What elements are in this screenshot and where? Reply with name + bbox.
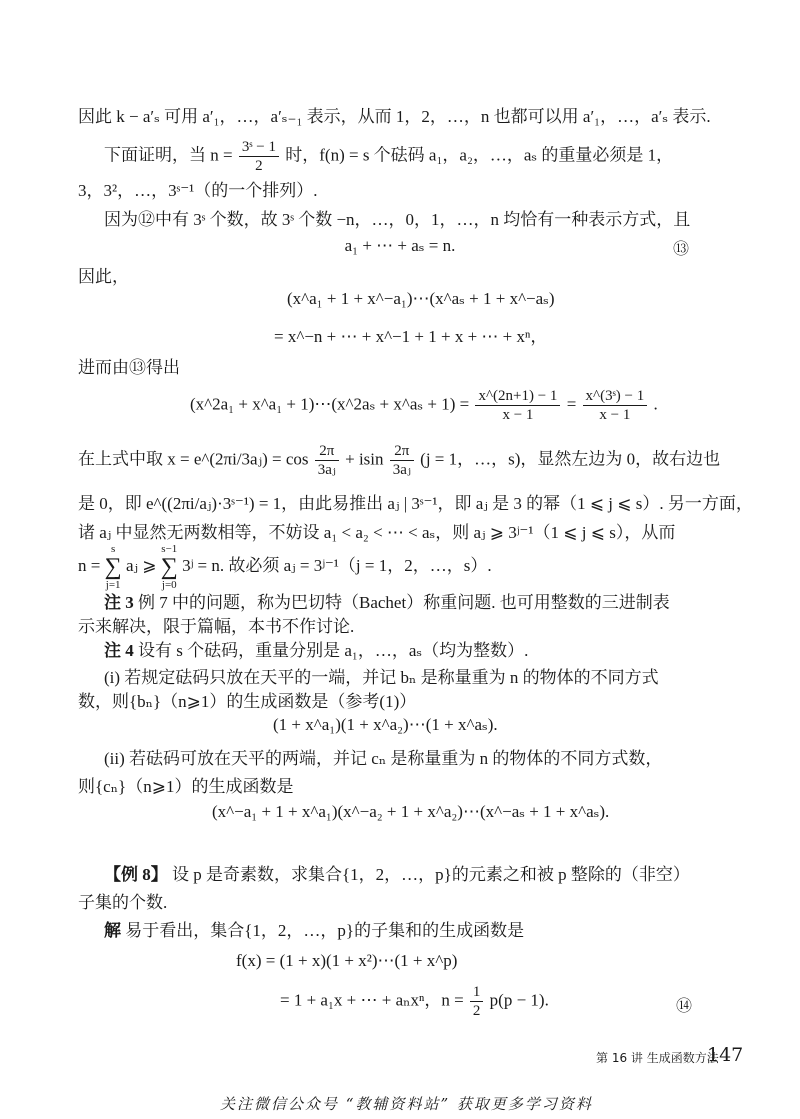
text-line: 是 0，即 e^((2πi/aⱼ)·3ˢ⁻¹) = 1，由此易推出 aⱼ | 3ˢ⁻¹，即 aⱼ 是 3 的幂（1 ⩽ j ⩽ s）. 另一方面， xyxy=(78,494,753,513)
fraction xyxy=(470,983,484,1020)
text-span: + isin xyxy=(345,449,384,469)
fraction-numerator: 3ˢ − 1 xyxy=(239,138,279,157)
fraction-numerator: x^(3ˢ) − 1 xyxy=(583,387,648,406)
text-span: 设有 s 个砝码，重量分别是 a₁，…，aₛ（均为整数）. xyxy=(138,641,529,660)
fraction xyxy=(239,138,279,175)
text-span: 易于看出，集合{1，2，…，p}的子集和的生成函数是 xyxy=(125,921,525,940)
fraction-numerator: x^(2n+1) − 1 xyxy=(475,387,560,406)
fraction xyxy=(315,442,339,479)
text-span: 例 7 中的问题，称为巴切特（Bachet）称重问题. 也可用整数的三进制表 xyxy=(138,593,670,612)
text-line xyxy=(104,138,673,175)
fraction xyxy=(583,387,648,424)
text-line: 因为⑫中有 3ˢ 个数，故 3ˢ 个数 −n，…，0，1，…，n 均恰有一种表示方式，且 xyxy=(104,210,691,229)
page-number: 147 xyxy=(707,1044,744,1066)
period: . xyxy=(653,394,658,414)
sigma-icon: ∑ xyxy=(104,554,122,580)
text-line xyxy=(104,636,528,661)
text-line: 子集的个数. xyxy=(78,893,168,912)
equation: (x^−a₁ + 1 + x^a₁)(x^−a₂ + 1 + x^a₂)⋯(x^−aₛ + 1 + x^aₛ). xyxy=(212,802,610,821)
sum-upper-limit: s xyxy=(111,543,116,555)
equation-lhs: (x^2a₁ + x^a₁ + 1)⋯(x^2aₛ + x^aₛ + 1) = xyxy=(190,394,470,414)
equation-number: ⑬ xyxy=(673,239,690,258)
text-span: (j = 1，…，s)，显然左边为 0，故右边也 xyxy=(420,449,721,469)
running-footer: 第 16 讲 生成函数方法 xyxy=(596,1051,719,1065)
text-span: = 1 + a₁x + ⋯ + aₙxⁿ，n = xyxy=(280,990,464,1010)
text-line: 示来解决，限于篇幅，本书不作讨论. xyxy=(78,617,355,636)
text-line: (ii) 若砝码可放在天平的两端，并记 cₙ 是称量重为 n 的物体的不同方式数， xyxy=(104,749,663,768)
equation-number: ⑭ xyxy=(676,996,693,1015)
text-span: p(p − 1). xyxy=(489,990,549,1010)
text-span: 在上式中取 x = e^(2πi/3aⱼ) = cos xyxy=(78,449,309,469)
fraction-denominator: 3aⱼ xyxy=(392,462,411,478)
text-line xyxy=(78,442,720,479)
equation: (1 + x^a₁)(1 + x^a₂)⋯(1 + x^aₛ). xyxy=(273,715,498,734)
text-span: 设 p 是奇素数，求集合{1，2，…，p}的元素之和被 p 整除的（非空） xyxy=(172,865,690,884)
solution-label: 解 xyxy=(104,921,121,940)
text-line: 因此 k − a′ₛ 可用 a′₁，…，a′ₛ₋₁ 表示，从而 1，2，…，n 也都可以用 a′₁，…，a′ₛ 表示. xyxy=(78,107,711,126)
text-span: 时，f(n) = s 个砝码 a₁，a₂，…，aₛ 的重量必须是 1， xyxy=(285,145,674,165)
fraction-denominator: x − 1 xyxy=(599,407,631,423)
text-line: 数，则{bₙ}（n⩾1）的生成函数是（参考(1)） xyxy=(78,692,417,711)
text-line: 进而由⑬得出 xyxy=(78,358,180,377)
sum-lower-limit: j=1 xyxy=(105,579,121,591)
text-line xyxy=(104,588,670,613)
watermark: 关注微信公众号 “教辅资料站” 获取更多学习资料 xyxy=(220,1095,593,1113)
text-line xyxy=(104,860,690,885)
equation: (x^a₁ + 1 + x^−a₁)⋯(x^aₛ + 1 + x^−aₛ) xyxy=(287,289,555,308)
sum-upper-limit: s−1 xyxy=(161,543,178,555)
summation xyxy=(105,543,122,591)
text-line: 则{cₙ}（n⩾1）的生成函数是 xyxy=(78,777,294,796)
fraction-denominator: 2 xyxy=(255,158,263,174)
text-span: aⱼ ⩾ xyxy=(125,555,157,575)
text-line xyxy=(78,543,492,591)
fraction-numerator: 1 xyxy=(470,983,484,1002)
fraction-denominator: 3aⱼ xyxy=(317,462,336,478)
fraction-numerator: 2π xyxy=(315,442,339,461)
fraction-denominator: 2 xyxy=(472,1003,481,1019)
text-line xyxy=(104,916,524,941)
text-span: 下面证明，当 n = xyxy=(104,145,233,165)
note-label: 注 3 xyxy=(104,593,134,612)
summation xyxy=(161,543,178,591)
equation xyxy=(280,983,549,1020)
note-label: 注 4 xyxy=(104,641,134,660)
fraction xyxy=(390,442,414,479)
text-line: 因此， xyxy=(78,267,129,286)
text-span: 3ʲ = n. 故必须 aⱼ = 3ʲ⁻¹（j = 1，2，…，s）. xyxy=(182,555,492,575)
equation: a₁ + ⋯ + aₛ = n. xyxy=(344,236,456,255)
text-line: (i) 若规定砝码只放在天平的一端，并记 bₙ 是称量重为 n 的物体的不同方式 xyxy=(104,668,659,687)
sum-lower-limit: j=0 xyxy=(161,579,177,591)
text-line: 3，3²，…，3ˢ⁻¹（的一个排列）. xyxy=(78,181,318,200)
equation xyxy=(190,387,658,424)
fraction xyxy=(475,387,560,424)
equation: f(x) = (1 + x)(1 + x²)⋯(1 + x^p) xyxy=(236,951,458,970)
example-label: 【例 8】 xyxy=(104,865,168,884)
equation: = x^−n + ⋯ + x^−1 + 1 + x + ⋯ + xⁿ， xyxy=(274,327,548,346)
fraction-numerator: 2π xyxy=(390,442,414,461)
text-line: 诸 aⱼ 中显然无两数相等，不妨设 a₁ < a₂ < ⋯ < aₛ，则 aⱼ ⩾ 3ʲ⁻¹（1 ⩽ j ⩽ s），从而 xyxy=(78,523,676,542)
text-span: n = xyxy=(78,555,101,575)
equals-sign: = xyxy=(566,394,577,414)
fraction-denominator: x − 1 xyxy=(502,407,534,423)
sigma-icon: ∑ xyxy=(160,554,178,580)
